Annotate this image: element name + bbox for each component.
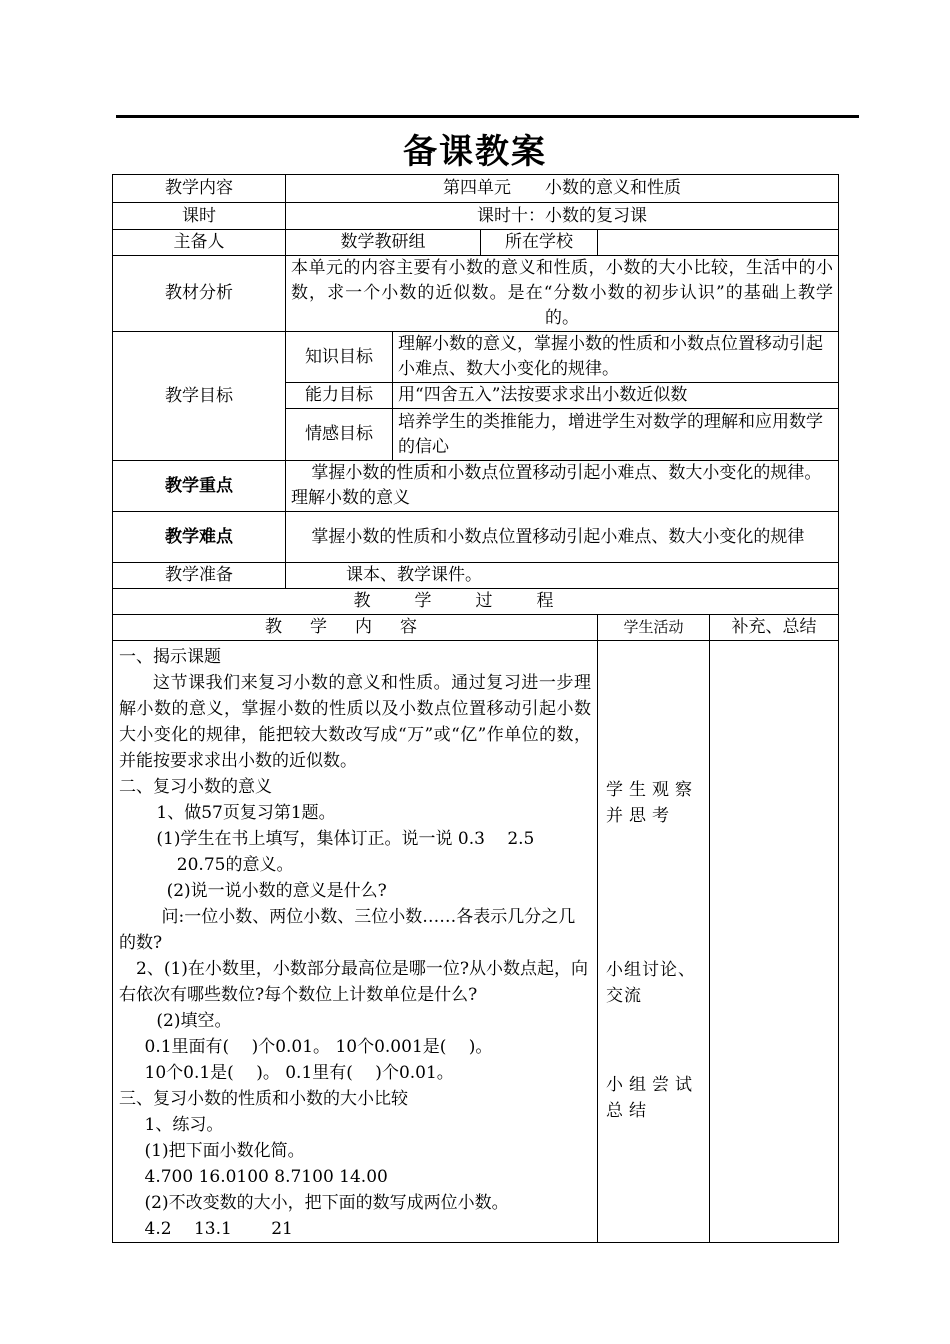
content-line: (2)不改变数的大小，把下面的数写成两位小数。 [144, 1193, 509, 1213]
content-line: 问:一位小数、两位小数、三位小数……各表示几分之几的数? [119, 907, 576, 953]
ability-label: 能力目标 [286, 383, 393, 409]
content-label: 教学内容 [113, 175, 286, 203]
process-col-content: 教学内容 [113, 615, 598, 641]
prep-label: 教学准备 [113, 563, 286, 589]
content-line: 二、复习小数的意义 [119, 777, 272, 797]
knowledge-value: 理解小数的意义，掌握小数的性质和小数点位置移动引起小难点、数大小变化的规律。 [393, 332, 839, 383]
school-label: 所在学校 [481, 230, 598, 256]
content-line: 一、揭示课题 [119, 647, 221, 667]
period-value: 课时十：小数的复习课 [286, 203, 839, 230]
content-line: 4.2 13.1 21 [144, 1219, 293, 1239]
content-line: (2)说一说小数的意义是什么? [166, 881, 387, 901]
difficulty-label: 教学难点 [113, 512, 286, 563]
emotion-label: 情感目标 [286, 409, 393, 461]
content-line: 这节课我们来复习小数的意义和性质。通过复习进一步理解小数的意义，掌握小数的性质以及小数点位置移动引起小数大小变化的规律，能把较大数改写成“万”或“亿”作单位的数，并能按要求求出小数的近似数。 [119, 673, 591, 771]
analysis-value: 本单元的内容主要有小数的意义和性质，小数的大小比较，生活中的小数，求一个小数的近似数。是在“分数小数的初步认识”的基础上教学的。 [286, 256, 839, 332]
content-line: (1)学生在书上填写，集体订正。说一说 0.3 2.5 [156, 829, 535, 849]
content-line: 1、做57页复习第1题。 [156, 803, 336, 823]
content-value: 第四单元 小数的意义和性质 [286, 175, 839, 203]
school-value [598, 230, 839, 256]
period-label: 课时 [113, 203, 286, 230]
process-activity [598, 641, 710, 1243]
process-content [113, 641, 598, 1243]
process-notes [710, 641, 839, 1243]
content-line: 20.75的意义。 [176, 855, 294, 875]
page-title: 备课教案 [403, 132, 547, 172]
content-line: 0.1里面有( )个0.01。 10个0.001是( )。 [144, 1037, 493, 1057]
goals-label: 教学目标 [113, 332, 286, 461]
content-line: 10个0.1是( )。 0.1里有( )个0.01。 [144, 1063, 454, 1083]
process-header: 教学过程 [113, 589, 839, 615]
preparer-label: 主备人 [113, 230, 286, 256]
activity-item: 学生观察并思考 [606, 780, 698, 826]
content-line: 三、复习小数的性质和小数的大小比较 [119, 1089, 408, 1109]
header-rule [116, 115, 859, 118]
analysis-label: 教材分析 [113, 256, 286, 332]
content-line: 4.700 16.0100 8.7100 14.00 [144, 1167, 388, 1187]
process-col-activity: 学生活动 [598, 615, 710, 641]
lesson-plan-table [112, 174, 839, 1243]
knowledge-label: 知识目标 [286, 332, 393, 383]
key-value: 掌握小数的性质和小数点位置移动引起小难点、数大小变化的规律。理解小数的意义 [286, 461, 839, 512]
content-line: (1)把下面小数化简。 [144, 1141, 305, 1161]
activity-item: 小组讨论、交流 [606, 960, 696, 1006]
prep-value: 课本、教学课件。 [286, 563, 839, 589]
ability-value: 用“四舍五入”法按要求求出小数近似数 [393, 383, 839, 409]
content-line: (2)填空。 [156, 1011, 232, 1031]
process-col-notes: 补充、总结 [710, 615, 839, 641]
content-line: 1、练习。 [144, 1115, 224, 1135]
key-label: 教学重点 [113, 461, 286, 512]
difficulty-value: 掌握小数的性质和小数点位置移动引起小难点、数大小变化的规律 [286, 512, 839, 563]
content-line: 2、(1)在小数里，小数部分最高位是哪一位?从小数点起，向右依次有哪些数位?每个数位上计数单位是什么? [119, 959, 589, 1005]
preparer-value: 数学教研组 [286, 230, 481, 256]
activity-item: 小组尝试总结 [606, 1075, 698, 1121]
emotion-value: 培养学生的类推能力，增进学生对数学的理解和应用数学的信心 [393, 409, 839, 461]
